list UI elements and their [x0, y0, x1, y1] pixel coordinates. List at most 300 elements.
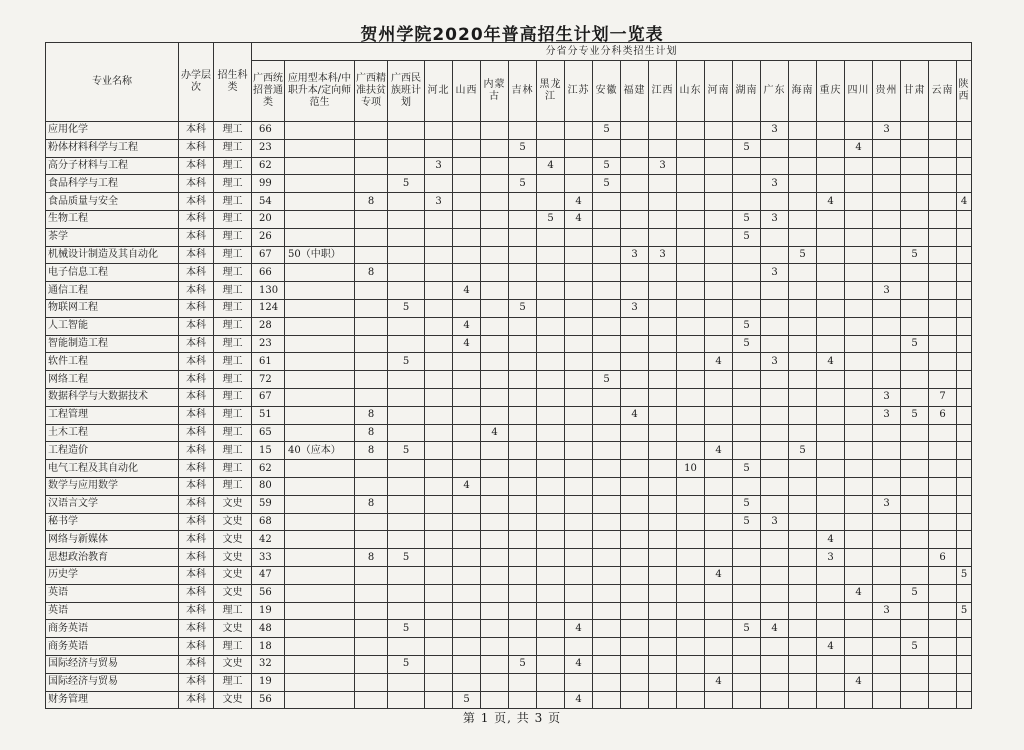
province-quota-cell	[789, 673, 817, 691]
province-quota-cell	[565, 139, 593, 157]
province-quota-cell	[593, 424, 621, 442]
province-quota-cell	[789, 531, 817, 549]
province-quota-cell	[621, 460, 649, 478]
province-quota-cell	[593, 388, 621, 406]
province-quota-cell	[593, 602, 621, 620]
header-gx-normal: 广西统招普通类	[252, 61, 285, 122]
category-cell: 文史	[214, 620, 252, 638]
level-cell: 本科	[179, 691, 214, 709]
province-quota-cell	[649, 122, 677, 140]
province-quota-cell	[761, 602, 789, 620]
province-quota-cell	[705, 175, 733, 193]
province-quota-cell	[649, 193, 677, 211]
province-quota-cell	[733, 442, 761, 460]
province-quota-cell	[593, 531, 621, 549]
province-quota-cell	[537, 691, 565, 709]
province-quota-cell	[901, 175, 929, 193]
province-quota-cell	[481, 157, 509, 175]
category-cell: 理工	[214, 353, 252, 371]
province-quota-cell	[565, 175, 593, 193]
province-quota-cell: 4	[705, 673, 733, 691]
minority-cell	[388, 602, 425, 620]
province-quota-cell	[929, 460, 957, 478]
province-quota-cell	[873, 531, 901, 549]
province-quota-cell	[845, 442, 873, 460]
province-quota-cell	[537, 673, 565, 691]
province-quota-cell	[733, 584, 761, 602]
table-row	[46, 513, 972, 531]
province-quota-cell	[565, 317, 593, 335]
province-quota-cell	[425, 655, 453, 673]
province-quota-cell	[453, 139, 481, 157]
province-quota-cell	[845, 549, 873, 567]
major-cell: 商务英语	[46, 638, 179, 656]
header-province: 贵州	[873, 61, 901, 122]
province-quota-cell	[593, 353, 621, 371]
province-quota-cell	[565, 228, 593, 246]
minority-cell	[388, 264, 425, 282]
province-quota-cell	[817, 157, 845, 175]
province-quota-cell	[649, 371, 677, 389]
province-quota-cell	[481, 122, 509, 140]
province-quota-cell	[677, 620, 705, 638]
province-quota-cell	[733, 157, 761, 175]
province-quota-cell	[481, 246, 509, 264]
province-quota-cell	[677, 317, 705, 335]
major-cell: 电子信息工程	[46, 264, 179, 282]
province-quota-cell	[789, 282, 817, 300]
province-quota-cell	[537, 549, 565, 567]
province-quota-cell	[453, 210, 481, 228]
province-quota-cell	[873, 549, 901, 567]
province-quota-cell	[509, 317, 537, 335]
table-row	[46, 264, 972, 282]
province-quota-cell	[957, 210, 972, 228]
province-quota-cell	[761, 460, 789, 478]
province-quota-cell	[425, 175, 453, 193]
province-quota-cell	[845, 264, 873, 282]
level-cell: 本科	[179, 406, 214, 424]
province-quota-cell	[621, 566, 649, 584]
province-quota-cell	[761, 495, 789, 513]
applied-cell	[285, 620, 355, 638]
province-quota-cell	[705, 299, 733, 317]
province-quota-cell	[425, 477, 453, 495]
minority-cell	[388, 122, 425, 140]
header-category: 招生科类	[214, 43, 252, 122]
province-quota-cell	[565, 549, 593, 567]
province-quota-cell	[677, 228, 705, 246]
province-quota-cell	[425, 282, 453, 300]
province-quota-cell	[929, 566, 957, 584]
province-quota-cell	[677, 335, 705, 353]
province-quota-cell	[929, 371, 957, 389]
province-quota-cell	[509, 495, 537, 513]
province-quota-cell	[509, 638, 537, 656]
table-row	[46, 495, 972, 513]
gx-normal-cell: 56	[252, 584, 285, 602]
province-quota-cell	[957, 424, 972, 442]
level-cell: 本科	[179, 122, 214, 140]
province-quota-cell	[509, 691, 537, 709]
province-quota-cell	[453, 655, 481, 673]
province-quota-cell	[817, 424, 845, 442]
province-quota-cell	[957, 353, 972, 371]
level-cell: 本科	[179, 353, 214, 371]
province-quota-cell	[873, 620, 901, 638]
province-quota-cell	[789, 602, 817, 620]
province-quota-cell	[845, 655, 873, 673]
province-quota-cell	[705, 691, 733, 709]
province-quota-cell	[481, 193, 509, 211]
province-quota-cell	[901, 477, 929, 495]
province-quota-cell	[509, 513, 537, 531]
province-quota-cell: 5	[733, 317, 761, 335]
header-province: 甘肃	[901, 61, 929, 122]
poverty-cell	[355, 531, 388, 549]
province-quota-cell	[873, 175, 901, 193]
province-quota-cell	[957, 299, 972, 317]
province-quota-cell	[845, 246, 873, 264]
province-quota-cell	[621, 531, 649, 549]
province-quota-cell	[425, 353, 453, 371]
minority-cell: 5	[388, 299, 425, 317]
province-quota-cell	[957, 442, 972, 460]
header-province: 山西	[453, 61, 481, 122]
category-cell: 理工	[214, 210, 252, 228]
province-quota-cell	[817, 264, 845, 282]
province-quota-cell	[845, 335, 873, 353]
province-quota-cell	[425, 638, 453, 656]
province-quota-cell	[621, 424, 649, 442]
province-quota-cell	[481, 264, 509, 282]
table-row	[46, 655, 972, 673]
applied-cell	[285, 228, 355, 246]
province-quota-cell	[537, 228, 565, 246]
applied-cell	[285, 673, 355, 691]
major-cell: 通信工程	[46, 282, 179, 300]
province-quota-cell: 5	[733, 228, 761, 246]
gx-normal-cell: 19	[252, 602, 285, 620]
level-cell: 本科	[179, 460, 214, 478]
table-row	[46, 388, 972, 406]
province-quota-cell	[565, 584, 593, 602]
province-quota-cell	[929, 317, 957, 335]
province-quota-cell	[453, 566, 481, 584]
table-row	[46, 122, 972, 140]
province-quota-cell	[789, 175, 817, 193]
province-quota-cell	[481, 460, 509, 478]
province-quota-cell	[789, 317, 817, 335]
province-quota-cell	[621, 353, 649, 371]
province-quota-cell	[649, 282, 677, 300]
major-cell: 土木工程	[46, 424, 179, 442]
poverty-cell	[355, 139, 388, 157]
province-quota-cell	[677, 495, 705, 513]
category-cell: 理工	[214, 442, 252, 460]
province-quota-cell	[733, 691, 761, 709]
province-quota-cell	[509, 282, 537, 300]
province-quota-cell	[929, 673, 957, 691]
province-quota-cell	[481, 139, 509, 157]
minority-cell: 5	[388, 655, 425, 673]
province-quota-cell	[509, 122, 537, 140]
province-quota-cell	[453, 424, 481, 442]
province-quota-cell	[789, 371, 817, 389]
province-quota-cell	[593, 655, 621, 673]
gx-normal-cell: 54	[252, 193, 285, 211]
gx-normal-cell: 62	[252, 157, 285, 175]
minority-cell: 5	[388, 442, 425, 460]
table-row	[46, 566, 972, 584]
province-quota-cell	[509, 620, 537, 638]
level-cell: 本科	[179, 228, 214, 246]
province-quota-cell	[537, 620, 565, 638]
category-cell: 理工	[214, 282, 252, 300]
province-quota-cell	[425, 602, 453, 620]
province-quota-cell: 5	[593, 371, 621, 389]
header-province: 吉林	[509, 61, 537, 122]
province-quota-cell	[593, 264, 621, 282]
province-quota-cell	[957, 371, 972, 389]
province-quota-cell	[789, 157, 817, 175]
province-quota-cell	[761, 584, 789, 602]
province-quota-cell	[537, 175, 565, 193]
poverty-cell	[355, 335, 388, 353]
province-quota-cell	[677, 193, 705, 211]
province-quota-cell	[481, 282, 509, 300]
minority-cell	[388, 477, 425, 495]
province-quota-cell	[481, 442, 509, 460]
province-quota-cell	[537, 602, 565, 620]
major-cell: 电气工程及其自动化	[46, 460, 179, 478]
province-quota-cell	[929, 175, 957, 193]
province-quota-cell: 4	[705, 353, 733, 371]
province-quota-cell	[705, 282, 733, 300]
province-quota-cell	[565, 442, 593, 460]
province-quota-cell	[901, 513, 929, 531]
province-quota-cell	[537, 531, 565, 549]
major-cell: 英语	[46, 584, 179, 602]
province-quota-cell	[509, 531, 537, 549]
header-province: 广东	[761, 61, 789, 122]
province-quota-cell	[845, 299, 873, 317]
province-quota-cell: 5	[901, 584, 929, 602]
province-quota-cell	[677, 549, 705, 567]
province-quota-cell	[621, 638, 649, 656]
applied-cell	[285, 406, 355, 424]
province-quota-cell	[649, 638, 677, 656]
level-cell: 本科	[179, 317, 214, 335]
minority-cell	[388, 157, 425, 175]
province-quota-cell	[425, 210, 453, 228]
province-quota-cell	[453, 193, 481, 211]
province-quota-cell	[901, 531, 929, 549]
province-quota-cell	[425, 513, 453, 531]
province-quota-cell	[901, 353, 929, 371]
applied-cell	[285, 122, 355, 140]
province-quota-cell	[481, 228, 509, 246]
province-quota-cell	[565, 406, 593, 424]
province-quota-cell	[425, 673, 453, 691]
province-quota-cell	[537, 442, 565, 460]
province-quota-cell	[873, 210, 901, 228]
province-quota-cell	[425, 317, 453, 335]
header-level: 办学层次	[179, 43, 214, 122]
province-quota-cell	[509, 477, 537, 495]
province-quota-cell	[901, 193, 929, 211]
level-cell: 本科	[179, 424, 214, 442]
province-quota-cell	[817, 602, 845, 620]
province-quota-cell	[453, 264, 481, 282]
province-quota-cell	[705, 495, 733, 513]
province-quota-cell	[705, 549, 733, 567]
applied-cell	[285, 513, 355, 531]
province-quota-cell	[453, 460, 481, 478]
province-quota-cell: 4	[817, 193, 845, 211]
province-quota-cell	[649, 691, 677, 709]
poverty-cell	[355, 228, 388, 246]
province-quota-cell	[873, 424, 901, 442]
poverty-cell	[355, 566, 388, 584]
province-quota-cell	[789, 335, 817, 353]
province-quota-cell	[733, 602, 761, 620]
province-quota-cell	[901, 655, 929, 673]
province-quota-cell	[677, 531, 705, 549]
province-quota-cell	[817, 139, 845, 157]
province-quota-cell	[453, 673, 481, 691]
province-quota-cell	[929, 157, 957, 175]
province-quota-cell	[481, 495, 509, 513]
gx-normal-cell: 47	[252, 566, 285, 584]
province-quota-cell	[789, 495, 817, 513]
province-quota-cell	[901, 566, 929, 584]
header-province: 河北	[425, 61, 453, 122]
province-quota-cell: 3	[649, 157, 677, 175]
applied-cell	[285, 264, 355, 282]
province-quota-cell	[621, 584, 649, 602]
province-quota-cell	[733, 388, 761, 406]
level-cell: 本科	[179, 335, 214, 353]
gx-normal-cell: 23	[252, 335, 285, 353]
province-quota-cell	[677, 638, 705, 656]
category-cell: 理工	[214, 299, 252, 317]
province-quota-cell	[677, 477, 705, 495]
applied-cell	[285, 193, 355, 211]
province-quota-cell	[481, 655, 509, 673]
table-row	[46, 584, 972, 602]
province-quota-cell	[621, 477, 649, 495]
province-quota-cell	[957, 406, 972, 424]
province-quota-cell	[649, 424, 677, 442]
applied-cell	[285, 175, 355, 193]
province-quota-cell	[929, 335, 957, 353]
province-quota-cell	[677, 246, 705, 264]
province-quota-cell	[873, 460, 901, 478]
province-quota-cell	[789, 299, 817, 317]
province-quota-cell: 5	[901, 406, 929, 424]
province-quota-cell	[901, 264, 929, 282]
province-quota-cell	[845, 371, 873, 389]
major-cell: 茶学	[46, 228, 179, 246]
major-cell: 数学与应用数学	[46, 477, 179, 495]
province-quota-cell	[789, 549, 817, 567]
province-quota-cell	[789, 513, 817, 531]
province-quota-cell	[425, 424, 453, 442]
gx-normal-cell: 62	[252, 460, 285, 478]
poverty-cell	[355, 282, 388, 300]
province-quota-cell: 5	[733, 335, 761, 353]
province-quota-cell	[929, 602, 957, 620]
level-cell: 本科	[179, 175, 214, 193]
level-cell: 本科	[179, 673, 214, 691]
province-quota-cell	[957, 477, 972, 495]
province-quota-cell	[621, 602, 649, 620]
province-quota-cell	[845, 282, 873, 300]
province-quota-cell	[649, 317, 677, 335]
header-minority: 广西民族班计划	[388, 61, 425, 122]
province-quota-cell	[537, 566, 565, 584]
province-quota-cell	[677, 282, 705, 300]
level-cell: 本科	[179, 531, 214, 549]
category-cell: 理工	[214, 175, 252, 193]
province-quota-cell	[425, 299, 453, 317]
province-quota-cell	[789, 460, 817, 478]
applied-cell	[285, 460, 355, 478]
poverty-cell: 8	[355, 264, 388, 282]
header-province: 福建	[621, 61, 649, 122]
province-quota-cell	[621, 210, 649, 228]
minority-cell	[388, 638, 425, 656]
province-quota-cell: 4	[481, 424, 509, 442]
poverty-cell	[355, 513, 388, 531]
province-quota-cell	[649, 264, 677, 282]
province-quota-cell	[817, 460, 845, 478]
province-quota-cell	[677, 406, 705, 424]
province-quota-cell: 5	[509, 139, 537, 157]
major-cell: 商务英语	[46, 620, 179, 638]
province-quota-cell	[733, 246, 761, 264]
table-row	[46, 317, 972, 335]
gx-normal-cell: 130	[252, 282, 285, 300]
province-quota-cell: 5	[901, 246, 929, 264]
province-quota-cell	[481, 620, 509, 638]
table-row	[46, 477, 972, 495]
province-quota-cell: 4	[565, 655, 593, 673]
province-quota-cell	[425, 371, 453, 389]
province-quota-cell	[453, 584, 481, 602]
province-quota-cell	[789, 584, 817, 602]
province-quota-cell	[481, 175, 509, 193]
province-quota-cell	[649, 513, 677, 531]
province-quota-cell	[957, 460, 972, 478]
province-quota-cell	[873, 655, 901, 673]
province-quota-cell	[593, 282, 621, 300]
poverty-cell: 8	[355, 549, 388, 567]
major-cell: 粉体材料科学与工程	[46, 139, 179, 157]
province-quota-cell	[537, 655, 565, 673]
poverty-cell	[355, 299, 388, 317]
province-quota-cell	[621, 691, 649, 709]
province-quota-cell	[817, 246, 845, 264]
province-quota-cell	[845, 228, 873, 246]
province-quota-cell	[873, 353, 901, 371]
province-quota-cell	[761, 299, 789, 317]
category-cell: 理工	[214, 602, 252, 620]
province-quota-cell	[509, 549, 537, 567]
province-quota-cell	[649, 460, 677, 478]
province-quota-cell: 5	[789, 246, 817, 264]
